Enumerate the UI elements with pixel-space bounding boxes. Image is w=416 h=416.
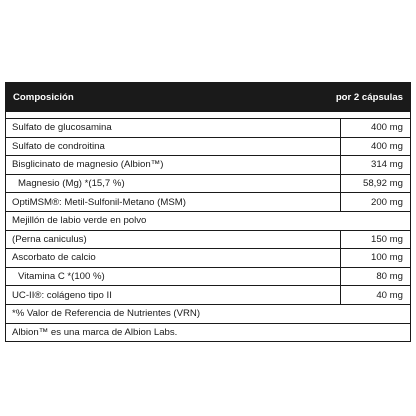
header-composition: Composición: [13, 91, 74, 103]
ingredient-amount: 200 mg: [340, 193, 410, 211]
footnote-text: Albion™ es una marca de Albion Labs.: [12, 326, 178, 338]
table-row: [6, 137, 410, 156]
table-row: [6, 248, 410, 267]
ingredient-amount: 40 mg: [340, 286, 410, 304]
header-gap: [6, 111, 410, 118]
ingredient-amount: 80 mg: [340, 268, 410, 286]
ingredient-name: (Perna caniculus): [12, 233, 87, 245]
ingredient-name: UC-II®: colágeno tipo II: [12, 289, 112, 301]
ingredient-name: Magnesio (Mg) *(15,7 %): [18, 178, 125, 190]
footnote-text: *% Valor de Referencia de Nutrientes (VRN): [12, 308, 201, 320]
ingredient-name: Bisglicinato de magnesio (Albion™): [12, 159, 164, 171]
table-row: [6, 211, 410, 230]
ingredient-name: Sulfato de condroitina: [12, 140, 105, 152]
table-row: [6, 174, 410, 193]
ingredient-amount: 314 mg: [340, 156, 410, 174]
ingredient-amount: 400 mg: [340, 138, 410, 156]
table-row: [6, 230, 410, 249]
footnote-albion: [6, 323, 410, 342]
header-per-serving: por 2 cápsulas: [335, 91, 403, 103]
ingredient-amount: 150 mg: [340, 231, 410, 249]
table-row: [6, 285, 410, 304]
composition-table: [5, 82, 411, 342]
table-row: [6, 267, 410, 286]
table-header: [6, 83, 410, 111]
table-row: [6, 155, 410, 174]
ingredient-name: Sulfato de glucosamina: [12, 122, 112, 134]
ingredient-name: OptiMSM®: Metil-Sulfonil-Metano (MSM): [12, 196, 186, 208]
ingredient-amount: 100 mg: [340, 249, 410, 267]
footnote-vrn: [6, 304, 410, 323]
table-row: [6, 118, 410, 137]
table-row: [6, 192, 410, 211]
ingredient-name: Ascorbato de calcio: [12, 252, 96, 264]
ingredient-name: Mejillón de labio verde en polvo: [12, 215, 147, 227]
ingredient-amount: 400 mg: [340, 119, 410, 137]
ingredient-name: Vitamina C *(100 %): [18, 271, 105, 283]
ingredient-amount: 58,92 mg: [340, 175, 410, 193]
